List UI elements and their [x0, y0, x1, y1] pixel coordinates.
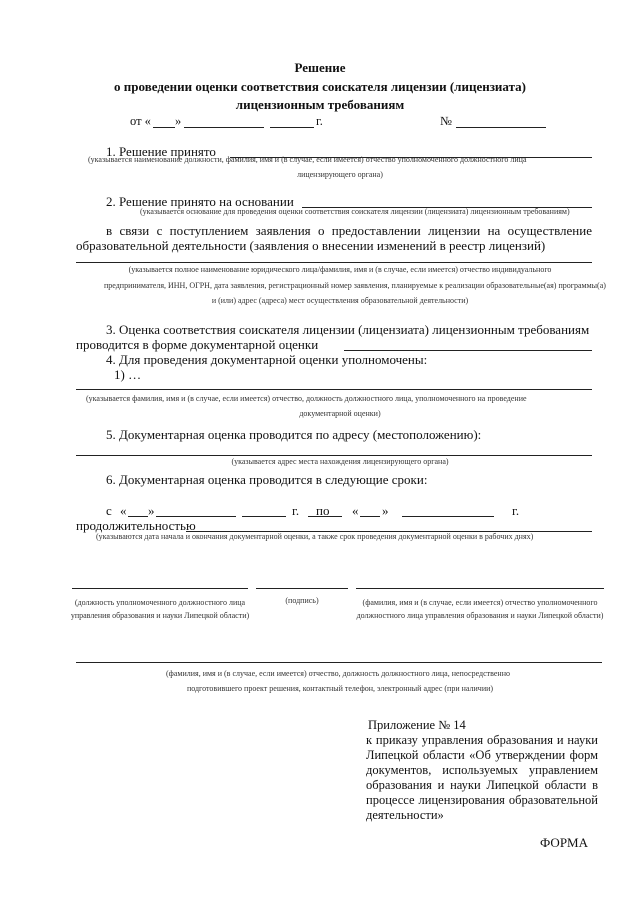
- date-month-field[interactable]: [184, 127, 264, 128]
- item2-hint: (указывается основание для проведения оценки соответствия соискателя лицензии (лицензиата) лицензионным требованиям): [140, 207, 570, 216]
- appendix-line-1: к приказу управления образования и науки: [366, 733, 598, 747]
- item5-label: 5. Документарная оценка проводится по адресу (местоположению):: [106, 427, 482, 442]
- date-day-field[interactable]: [153, 127, 175, 128]
- date-quote-close: »: [175, 114, 182, 128]
- item6-label: 6. Документарная оценка проводится в следующие сроки:: [106, 472, 428, 487]
- document-title: Решение: [294, 60, 346, 75]
- item6-hint: (указываются дата начала и окончания документарной оценки, а также срок проведения документарной оценки в рабочих днях): [96, 532, 534, 541]
- item5-field[interactable]: [76, 455, 592, 456]
- item2-hint-a: (указывается полное наименование юридического лица/фамилия, имя и (в случае, если имеется) отчество индивидуального: [128, 265, 552, 274]
- item6-close-quote-1: »: [148, 503, 155, 518]
- item5-hint: (указывается адрес места нахождения лицензирующего органа): [231, 457, 449, 466]
- item2-hint-b: предпринимателя, ИНН, ОГРН, дата заявления, регистрационный номер заявления, планируемые к реализации образовательные(ая) программы(а): [104, 281, 606, 290]
- date-prefix: от «: [130, 114, 151, 128]
- item3-field[interactable]: [344, 350, 592, 351]
- item1-hint-1: (указывается наименование должности, фамилия, имя и (в случае, если имеется) отчество уполномоченного должностного лица: [88, 155, 527, 164]
- appendix-line-6: деятельности»: [366, 808, 444, 822]
- item6-po-underline: [308, 516, 342, 517]
- item6-from: с: [106, 503, 112, 518]
- date-year-suffix: г.: [316, 114, 323, 128]
- appendix-line-4: образования и науки Липецкой области в: [366, 778, 598, 792]
- item6-open-quote-2: «: [352, 503, 359, 518]
- item6-start-year-field[interactable]: [242, 516, 286, 517]
- item6-year-g-1: г.: [292, 503, 300, 518]
- signature-line[interactable]: [256, 588, 348, 589]
- appendix-line-2: Липецкой области «Об утверждении форм: [366, 748, 598, 762]
- item6-po: по: [316, 503, 330, 518]
- item4-label: 4. Для проведения документарной оценки уполномочены:: [106, 352, 428, 367]
- item6-start-month-field[interactable]: [156, 516, 236, 517]
- item4-sub: 1) …: [114, 367, 142, 382]
- preparer-hint-1: (фамилия, имя и (в случае, если имеется) отчество, должность должностного лица, непосредственно: [166, 669, 510, 678]
- item4-hint-1: (указывается фамилия, имя и (в случае, если имеется) отчество, должность должностного лица, уполномоченного на проведение: [86, 394, 527, 403]
- appendix-title: Приложение № 14: [368, 718, 466, 732]
- form-label: ФОРМА: [540, 835, 588, 850]
- item1-label: 1. Решение принято: [106, 144, 216, 159]
- signature-name-line[interactable]: [356, 588, 604, 589]
- date-year-field[interactable]: [270, 127, 314, 128]
- item2-applicant-field[interactable]: [76, 262, 592, 263]
- item6-start-day-field[interactable]: [128, 516, 148, 517]
- signature-name-hint: (фамилия, имя и (в случае, если имеется) отчество уполномоченного должностного лица управления образования и науки Липецкой области): [356, 598, 604, 620]
- signature-position-hint: (должность уполномоченного должностного лица управления образования и науки Липецкой области): [70, 598, 250, 620]
- item6-duration: продолжительностью: [76, 518, 196, 533]
- document-subtitle-1: о проведении оценки соответствия соискателя лицензии (лицензиата): [114, 79, 526, 94]
- appendix-line-3: документов, используемых управлением: [366, 763, 598, 777]
- preparer-hint-2: подготовившего проект решения, контактный телефон, электронный адрес (при наличии): [186, 684, 494, 693]
- item1-hint-2: лицензирующего органа): [297, 170, 383, 179]
- item4-hint-2: документарной оценки): [299, 409, 381, 418]
- item2-hint-c: и (или) адрес (адреса) мест осуществления образовательной деятельности): [211, 296, 469, 305]
- number-field[interactable]: [456, 127, 546, 128]
- preparer-line[interactable]: [76, 662, 602, 663]
- item6-close-quote-2: »: [382, 503, 389, 518]
- item6-year-g-2: г.: [512, 503, 520, 518]
- item3-line-2: проводится в форме документарной оценки: [76, 337, 319, 352]
- item6-end-date-field[interactable]: [402, 516, 494, 517]
- item2-line-2: образовательной деятельности (заявления о внесении изменений в реестр лицензий): [76, 238, 546, 253]
- item4-field[interactable]: [76, 389, 592, 390]
- item2-line-1: в связи с поступлением заявления о предоставлении лицензии на осуществление: [106, 223, 592, 238]
- document-subtitle-2: лицензионным требованиям: [235, 97, 405, 112]
- appendix-line-5: процессе лицензирования образовательной: [366, 793, 598, 807]
- item2-label: 2. Решение принято на основании: [106, 194, 294, 209]
- signature-position-line[interactable]: [72, 588, 248, 589]
- item6-open-quote-1: «: [120, 503, 127, 518]
- item3-line-1: 3. Оценка соответствия соискателя лицензии (лицензиата) лицензионным требованиям: [106, 322, 590, 337]
- item6-end-day-field[interactable]: [360, 516, 380, 517]
- signature-hint: (подпись): [285, 596, 319, 605]
- number-label: №: [440, 114, 452, 128]
